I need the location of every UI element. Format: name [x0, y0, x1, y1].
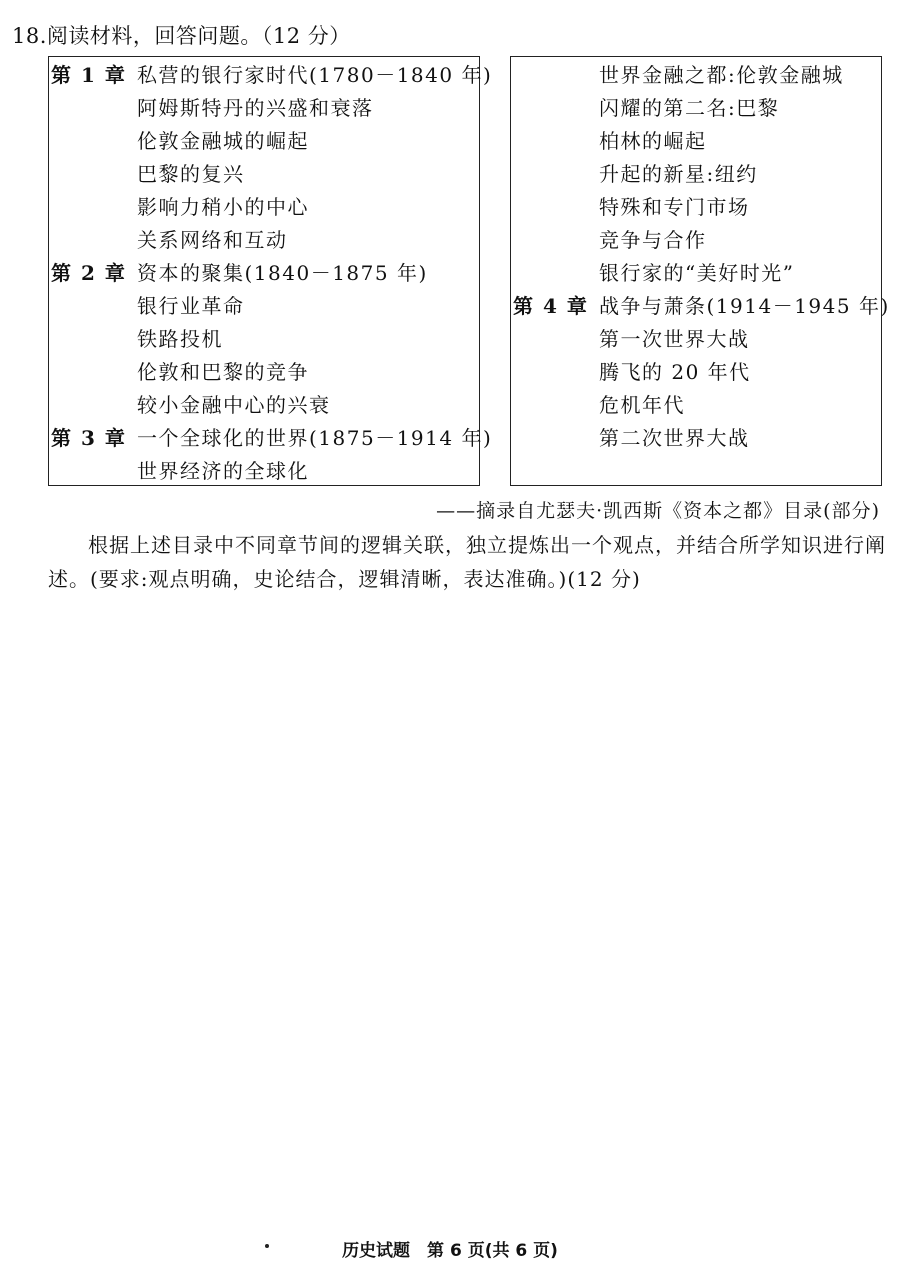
toc-row — [51, 224, 479, 257]
toc-row — [513, 356, 881, 389]
section-title: 伦敦金融城的崛起 — [137, 129, 309, 153]
section-title: 柏林的崛起 — [599, 129, 707, 153]
toc-row — [51, 290, 479, 323]
section-title: 银行家的“美好时光” — [599, 261, 795, 285]
toc-row — [51, 422, 493, 455]
chapter-label: 第 3 章 — [51, 426, 127, 450]
toc-row — [513, 422, 881, 455]
section-title: 一个全球化的世界(1875－1914 年) — [137, 426, 493, 450]
question-prompt: 根据上述目录中不同章节间的逻辑关联，独立提炼出一个观点，并结合所学知识进行阐述。(要求:观点明确，史论结合，逻辑清晰，表达准确。)(12 分) — [48, 533, 886, 591]
chapter-label: 第 1 章 — [51, 63, 127, 87]
toc-row — [513, 59, 881, 92]
toc-row — [51, 455, 479, 488]
section-title: 资本的聚集(1840－1875 年) — [137, 261, 428, 285]
section-title: 影响力稍小的中心 — [137, 195, 309, 219]
section-title: 世界金融之都:伦敦金融城 — [599, 63, 844, 87]
section-title: 特殊和专门市场 — [599, 195, 750, 219]
section-title: 阿姆斯特丹的兴盛和衰落 — [137, 96, 374, 120]
section-title: 竞争与合作 — [599, 228, 707, 252]
toc-row — [51, 257, 479, 290]
section-title: 关系网络和互动 — [137, 228, 288, 252]
section-title: 银行业革命 — [137, 294, 245, 318]
toc-row — [513, 125, 881, 158]
toc-row — [513, 191, 881, 224]
toc-row — [51, 158, 479, 191]
section-title: 升起的新星:纽约 — [599, 162, 758, 186]
section-title: 第二次世界大战 — [599, 426, 750, 450]
section-title: 战争与萧条(1914－1945 年) — [599, 294, 890, 318]
question-heading: 18.阅读材料，回答问题。（12 分） — [12, 24, 351, 48]
section-title: 腾飞的 20 年代 — [599, 360, 751, 384]
section-title: 较小金融中心的兴衰 — [137, 393, 331, 417]
section-title: 闪耀的第二名:巴黎 — [599, 96, 780, 120]
toc-row — [51, 389, 479, 422]
toc-row — [513, 224, 881, 257]
chapter-label: 第 4 章 — [513, 294, 589, 318]
section-title: 伦敦和巴黎的竞争 — [137, 360, 309, 384]
table-of-contents-left — [48, 56, 493, 486]
section-title: 第一次世界大战 — [599, 327, 750, 351]
toc-row — [513, 158, 881, 191]
section-title: 巴黎的复兴 — [137, 162, 245, 186]
toc-row — [513, 257, 881, 290]
section-title: 铁路投机 — [137, 327, 223, 351]
toc-row — [513, 323, 881, 356]
toc-row — [51, 356, 479, 389]
source-citation: ——摘录自尤瑟夫·凯西斯《资本之都》目录(部分) — [436, 500, 880, 522]
toc-row — [513, 290, 890, 323]
table-of-contents-right — [510, 56, 890, 486]
toc-row — [513, 389, 881, 422]
section-title: 危机年代 — [599, 393, 685, 417]
toc-row — [513, 92, 881, 125]
toc-row — [51, 59, 493, 92]
toc-row — [51, 125, 479, 158]
toc-row — [51, 323, 479, 356]
section-title: 私营的银行家时代(1780－1840 年) — [137, 63, 493, 87]
toc-row — [51, 191, 479, 224]
section-title: 世界经济的全球化 — [137, 459, 309, 483]
chapter-label: 第 2 章 — [51, 261, 127, 285]
page-footer: 历史试题 第 6 页(共 6 页) — [342, 1241, 558, 1261]
toc-row — [51, 92, 479, 125]
